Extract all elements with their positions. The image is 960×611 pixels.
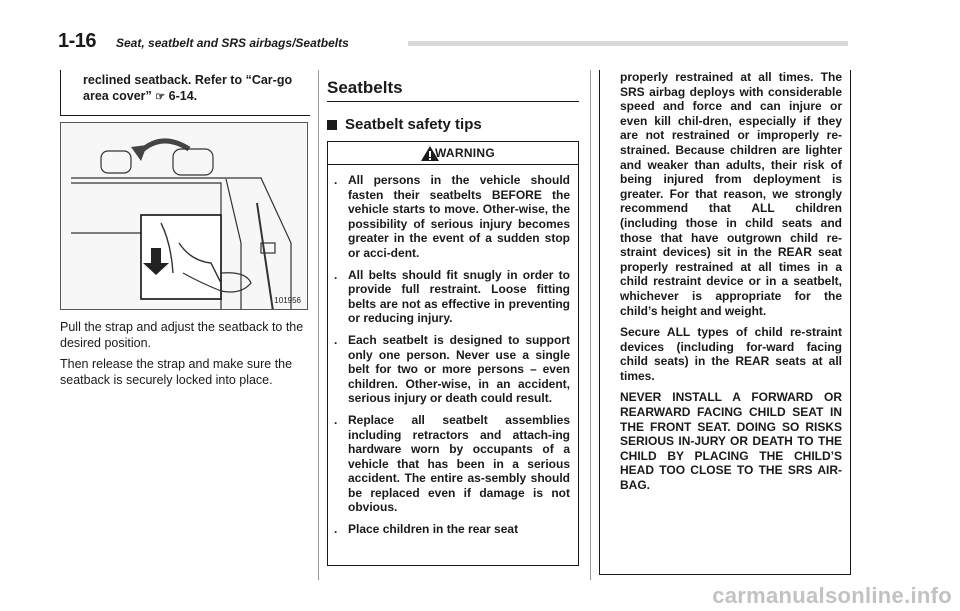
paragraph-adjust: Pull the strap and adjust the seatback to the desired position.: [60, 320, 304, 350]
list-item-text: All persons in the vehicle should fasten their seatbelts BEFORE the vehicle starts to move. Other-wise, the possibility of serious injury becomes greater in the event of a sudden stop or acci-dent.: [348, 173, 570, 260]
list-item: [334, 522, 570, 537]
page-number: 1-16: [58, 30, 97, 52]
bullet: .: [334, 332, 338, 347]
column-divider: [590, 70, 591, 580]
subsection-heading: [327, 116, 579, 133]
column-divider: [318, 70, 319, 580]
warning-label: WARNING: [434, 146, 496, 160]
figure-code: 101956: [274, 296, 301, 305]
watermark: carmanualsonline.info: [712, 583, 952, 608]
warning-header: [328, 142, 578, 165]
list-item: [334, 173, 570, 261]
list-item-text: Each seatbelt is designed to support only one person. Never use a single belt for two or more persons – even children. Other-wise, in an accident, serious injury or death could result.: [348, 332, 570, 406]
list-item: [334, 413, 570, 515]
warning-continued-text: properly restrained at all times. The SRS airbag deploys with considerable speed and force and can injure or even kill chil-dren, especially if they are not restrained or improperly re-strained. Because children are lighter and weaker than adults, their risk of being injured from deployment is greater. For that reason, we strongly recommend that ALL children (including those in child seats and those that have outgrown child re-straint devices) sit in the REAR seat properly restrained at all times in a child restraint device or in a seatbelt, whichever is appropriate for the child’s height and weight.: [620, 70, 842, 318]
list-item-text: Place children in the rear seat: [348, 522, 519, 537]
paragraph-release: Then release the strap and make sure the seatback is securely locked into place.: [60, 357, 293, 387]
list-item-text: All belts should fit snugly in order to provide full restraint. Loose fitting belts are not as effective in preventing or reducing injury.: [348, 267, 570, 326]
warning-front-seat-text: NEVER INSTALL A FORWARD OR REARWARD FACING CHILD SEAT IN THE FRONT SEAT. DOING SO RISKS SERIOUS IN-JURY OR DEATH TO THE CHILD BY PLACING THE CHILD’S HEAD TOO CLOSE TO THE SRS AIR-BAG.: [620, 390, 842, 493]
intro-box: [60, 70, 310, 116]
list-item-text: Replace all seatbelt assemblies including retractors and attach-ing hardware worn by occupants of a vehicle that has been in a serious accident. The entire as-sembly should be replaced even if damage is not obvious.: [348, 412, 570, 515]
column-2: [327, 70, 579, 566]
column-1: [60, 70, 310, 388]
intro-text: reclined seatback. Refer to “Car-go area cover”: [83, 73, 293, 103]
header-title: Seat, seatbelt and SRS airbags/Seatbelts: [116, 36, 349, 50]
warning-box: [327, 141, 579, 566]
intro-ref: 6-14.: [168, 88, 198, 103]
square-bullet-icon: [327, 120, 337, 130]
list-item: [334, 268, 570, 326]
bullet: .: [334, 173, 338, 187]
warning-continued-box: [599, 70, 851, 575]
warning-child-restraint-text: Secure ALL types of child re-straint devices (including for-ward facing child seats) in the REAR seats at all times.: [620, 325, 842, 383]
column-3: [599, 70, 851, 575]
seatback-drawing: [61, 123, 308, 310]
warning-list: [328, 165, 578, 537]
list-item: [334, 333, 570, 406]
bullet: .: [334, 267, 338, 282]
seatback-illustration: [60, 122, 308, 310]
bullet: .: [334, 412, 338, 427]
bullet: .: [334, 522, 338, 537]
page-header: [58, 30, 848, 52]
header-bar: [408, 41, 848, 46]
section-rule: [327, 101, 579, 102]
section-title: Seatbelts: [327, 78, 403, 97]
warning-triangle-icon: [420, 145, 440, 162]
page-ref-arrow-icon: ☞: [155, 90, 166, 103]
subsection-title: Seatbelt safety tips: [345, 116, 482, 133]
